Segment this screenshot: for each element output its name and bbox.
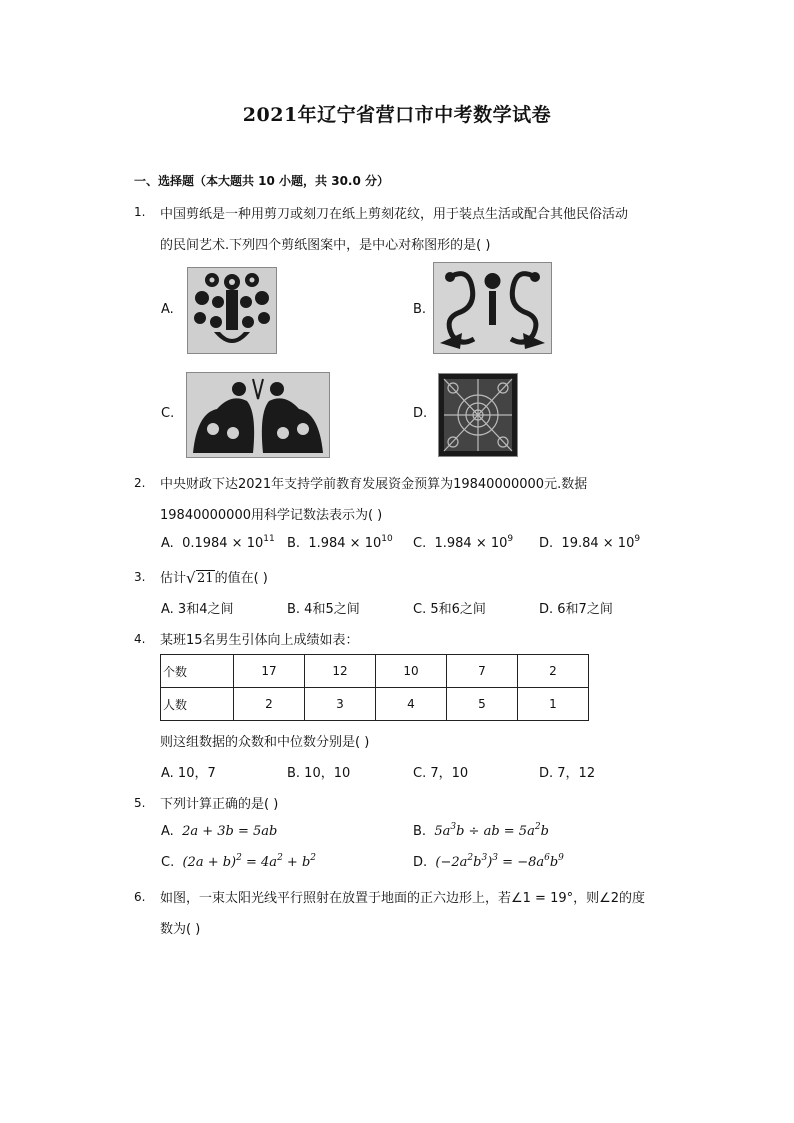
option-label: A. <box>161 302 174 317</box>
table-row <box>161 688 589 721</box>
option-c: C. 7，10 <box>413 766 469 781</box>
option-a: A. 2a + 3b = 5ab <box>161 824 278 839</box>
option-d: D. $(-2a^2b^3)^3 = -8a^6b^9$ <box>413 853 564 870</box>
question-number: 5. <box>134 796 146 810</box>
papercut-image-a <box>187 267 277 354</box>
option-label: B. <box>413 302 427 317</box>
option-c: C. $1.984 \times 10^9$ <box>413 534 514 551</box>
option-b: B. 10，10 <box>287 766 351 781</box>
question-number: 3. <box>134 570 146 584</box>
question-text: 则这组数据的众数和中位数分别是( ) <box>160 735 370 750</box>
table-cell: 10 <box>376 655 447 688</box>
score-table <box>160 654 589 721</box>
option-b: B. $1.984 \times 10^{10}$ <box>287 534 393 551</box>
option-d: D. 7，12 <box>539 766 596 781</box>
table-cell: 12 <box>305 655 376 688</box>
question-text: 如图，一束太阳光线平行照射在放置于地面的正六边形上，若∠1 = 19°，则∠2的度 <box>160 891 646 906</box>
papercut-image-b <box>433 262 552 354</box>
option-a: A. 10，7 <box>161 766 216 781</box>
section-heading: 一、选择题（本大题共 10 小题，共 30.0 分） <box>134 174 390 188</box>
row-header: 个数 <box>161 655 234 688</box>
row-header: 人数 <box>161 688 234 721</box>
question-number: 1. <box>134 205 146 219</box>
table-cell: 3 <box>305 688 376 721</box>
question-text: 中央财政下达2021年支持学前教育发展资金预算为19840000000元.数据 <box>160 477 588 492</box>
option-a: A. 3和4之间 <box>161 602 234 617</box>
option-label: C. <box>161 406 175 421</box>
question-text: 某班15名男生引体向上成绩如表： <box>160 633 359 648</box>
table-cell: 17 <box>234 655 305 688</box>
table-row <box>161 655 589 688</box>
table-cell: 2 <box>234 688 305 721</box>
papercut-image-c <box>186 372 330 458</box>
option-b: B. 4和5之间 <box>287 602 360 617</box>
question-text: 19840000000用科学记数法表示为( ) <box>160 508 383 523</box>
table-cell: 1 <box>518 688 589 721</box>
option-a: A. $0.1984 \times 10^{11}$ <box>161 534 275 551</box>
question-text: 数为( ) <box>160 922 201 937</box>
table-cell: 5 <box>447 688 518 721</box>
option-b: B. $5a^3b$ ÷ ab = $5a^2b$ <box>413 822 549 839</box>
option-d: D. $19.84 \times 10^9$ <box>539 534 641 551</box>
question-text: 中国剪纸是一种用剪刀或刻刀在纸上剪刻花纹，用于装点生活或配合其他民俗活动 <box>160 207 629 222</box>
option-c: C. $(2a + b)^2 = 4a^2 + b^2$ <box>161 853 317 870</box>
papercut-image-d <box>438 373 518 457</box>
option-d: D. 6和7之间 <box>539 602 613 617</box>
table-cell: 2 <box>518 655 589 688</box>
question-text: 下列计算正确的是( ) <box>160 797 279 812</box>
question-number: 6. <box>134 890 146 904</box>
question-number: 4. <box>134 632 146 646</box>
table-cell: 4 <box>376 688 447 721</box>
question-text: 的民间艺术.下列四个剪纸图案中，是中心对称图形的是( ) <box>160 238 491 253</box>
sqrt-expression: √ 21 <box>186 569 214 587</box>
question-number: 2. <box>134 476 146 490</box>
table-cell: 7 <box>447 655 518 688</box>
page-title: 2021年辽宁省营口市中考数学试卷 <box>242 104 552 126</box>
question-text: 估计 √ 21的值在( ) <box>160 569 268 587</box>
option-c: C. 5和6之间 <box>413 602 486 617</box>
option-label: D. <box>413 406 428 421</box>
